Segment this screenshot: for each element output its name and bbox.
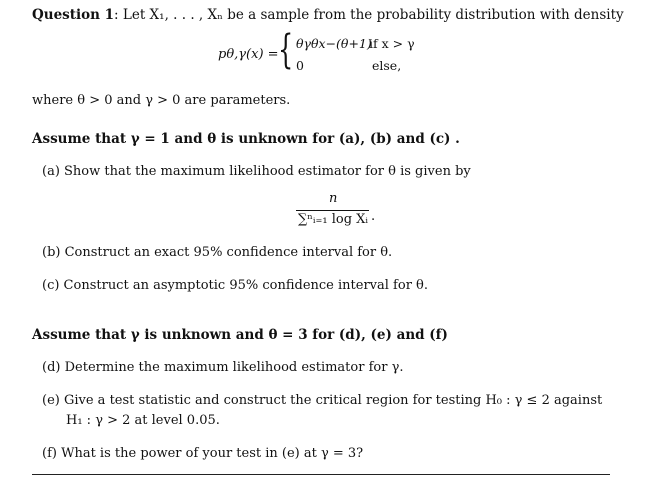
density-case-1-condition: if x > γ [369, 36, 415, 51]
part-a: (a) Show that the maximum likelihood estimator for θ is given by [42, 164, 471, 179]
part-e-line-1: (e) Give a test statistic and construct the critical region for testing H₀ : γ ≤ 2 against [42, 393, 603, 408]
mle-fraction [296, 191, 376, 231]
part-e-line-2: H₁ : γ > 2 at level 0.05. [66, 413, 220, 428]
density-case-1-expr: θγθx−(θ+1) [296, 36, 372, 51]
fraction-bar [296, 210, 369, 211]
assumption-heading-1: Assume that γ = 1 and θ is unknown for (a), (b) and (c) . [32, 131, 460, 147]
density-case-2-condition: else, [372, 58, 402, 73]
density-case-2-expr: 0 [296, 58, 304, 73]
bottom-divider [32, 474, 610, 475]
cases-brace: { [278, 27, 294, 73]
assumption-heading-2: Assume that γ is unknown and θ = 3 for (d), (e) and (f) [32, 327, 448, 343]
question-intro [32, 7, 624, 23]
mle-denominator: ∑ⁿᵢ₌₁ log Xᵢ [298, 212, 369, 227]
question-label: Question 1 [32, 7, 115, 23]
part-f: (f) What is the power of your test in (e) at γ = 3? [42, 446, 364, 461]
fraction-period: . [371, 209, 376, 224]
part-c: (c) Construct an asymptotic 95% confidence interval for θ. [42, 278, 429, 293]
density-lhs: pθ,γ(x) = [218, 47, 279, 62]
mle-numerator: n [329, 191, 338, 206]
part-d: (d) Determine the maximum likelihood estimator for γ. [42, 360, 404, 375]
question-intro-text: : Let X₁, . . . , Xₙ be a sample from the probability distribution with density [114, 7, 624, 23]
parameters-statement: where θ > 0 and γ > 0 are parameters. [32, 93, 291, 108]
part-b: (b) Construct an exact 95% confidence interval for θ. [42, 245, 393, 260]
